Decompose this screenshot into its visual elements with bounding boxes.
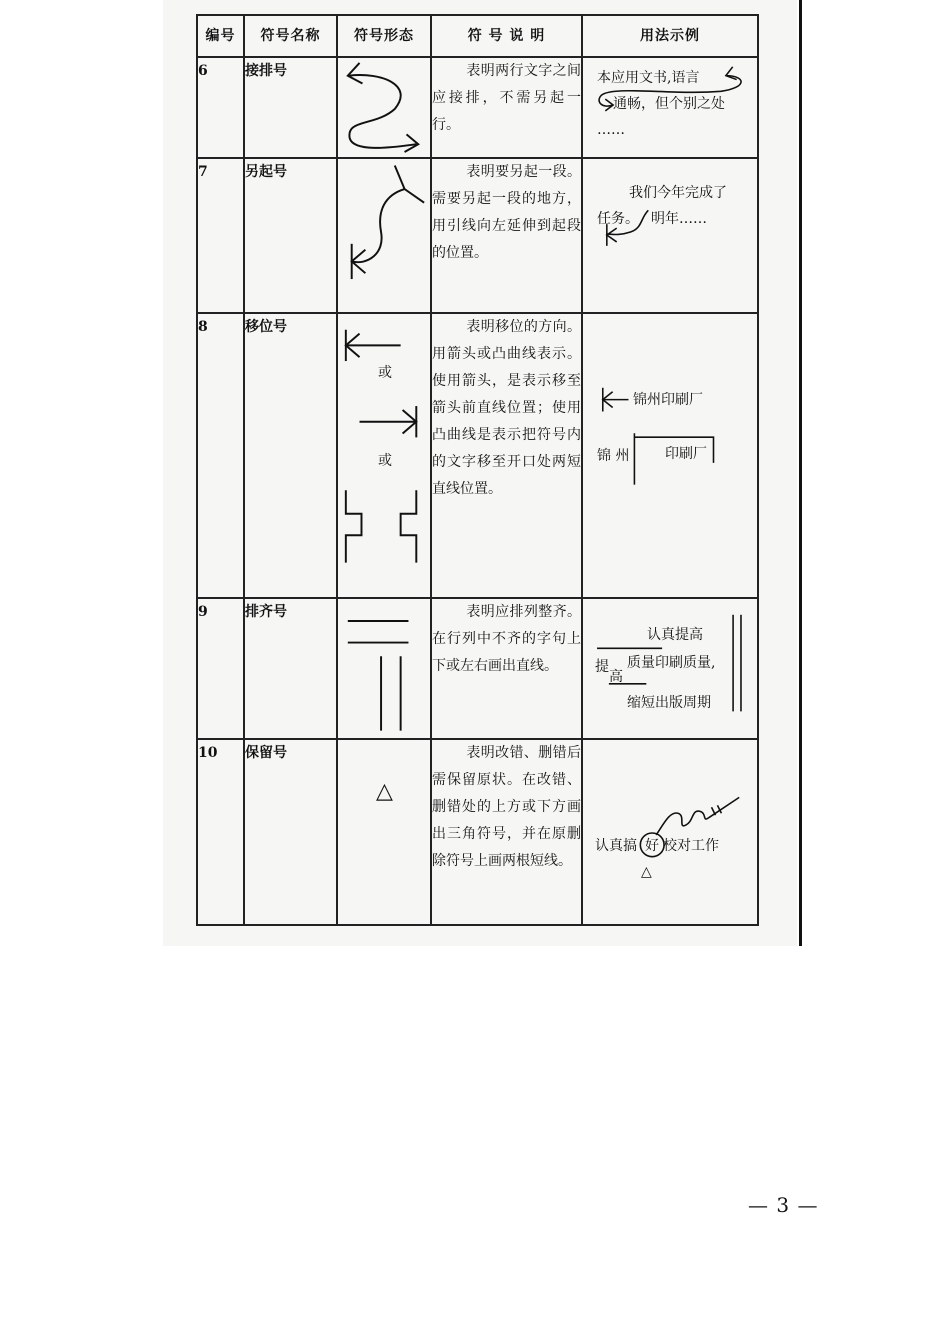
align-mark-example-icon	[583, 599, 757, 738]
table-row	[197, 598, 758, 739]
example-line: 高	[609, 669, 623, 685]
new-paragraph-mark-icon	[338, 159, 430, 312]
usage-example	[582, 739, 758, 925]
keep-triangle-icon: △	[376, 779, 393, 804]
proofreading-symbols-table	[196, 14, 759, 926]
example-line: 通畅，但个别之处	[613, 96, 725, 112]
example-line: 质量印刷质量,	[627, 655, 716, 671]
example-line: 明年……	[651, 211, 707, 227]
example-line: 校对工作	[663, 838, 719, 854]
scan-edge-line	[799, 0, 802, 946]
example-line: 本应用文书,语言	[597, 70, 700, 86]
symbol-name: 移位号	[244, 313, 337, 598]
example-line: 认真提高	[647, 627, 703, 643]
symbol-name: 保留号	[244, 739, 337, 925]
symbol-name: 接排号	[244, 57, 337, 158]
keep-mark-example-icon	[583, 740, 757, 924]
example-line: 认真搞	[595, 838, 637, 854]
symbol-description: 表明两行文字之间应接排，不需另起一行。	[432, 63, 581, 133]
usage-example	[582, 57, 758, 158]
example-line: 锦州印刷厂	[633, 392, 703, 408]
or-label: 或	[378, 453, 392, 469]
symbol-shape-keep	[337, 739, 431, 925]
example-line: 缩短出版周期	[627, 695, 711, 711]
table-row	[197, 57, 758, 158]
table-header-row	[197, 15, 758, 57]
example-line: ……	[597, 122, 625, 138]
usage-example	[582, 313, 758, 598]
or-label: 或	[378, 365, 392, 381]
symbol-description: 表明应排列整齐。在行列中不齐的字句上下或左右画出直线。	[432, 604, 581, 674]
row-number: 9	[197, 598, 244, 739]
row-number: 7	[197, 158, 244, 313]
join-mark-icon	[338, 58, 430, 157]
symbol-name: 排齐号	[244, 598, 337, 739]
symbol-shape-move	[337, 313, 431, 598]
table-row	[197, 158, 758, 313]
header-symbol-shape: 符号形态	[337, 15, 431, 57]
symbol-shape-align	[337, 598, 431, 739]
header-usage-example: 用法示例	[582, 15, 758, 57]
move-mark-example-icon	[583, 314, 757, 597]
usage-example	[582, 598, 758, 739]
page-number: — 3 —	[748, 1193, 819, 1217]
symbol-description: 表明移位的方向。用箭头或凸曲线表示。使用箭头，是表示移至箭头前直线位置；使用凸曲线是表示把符号内的文字移至开口处两短直线位置。	[432, 319, 581, 497]
header-symbol-description: 符 号 说 明	[431, 15, 582, 57]
new-paragraph-example-icon	[583, 159, 757, 312]
join-mark-example-icon	[583, 58, 757, 157]
align-mark-icon	[338, 599, 430, 738]
symbol-description: 表明改错、删错后需保留原状。在改错、删错处的上方或下方画出三角符号，并在原删除符号上画两根短线。	[432, 745, 581, 869]
table-row	[197, 739, 758, 925]
example-line: 印刷厂	[665, 446, 707, 462]
symbol-shape-join	[337, 57, 431, 158]
keep-mark-icon: △	[641, 864, 652, 880]
example-line: 锦 州	[597, 448, 630, 464]
example-line: 好	[645, 838, 659, 854]
example-line: 提	[595, 659, 609, 675]
row-number: 6	[197, 57, 244, 158]
header-symbol-name: 符号名称	[244, 15, 337, 57]
symbol-shape-new-paragraph	[337, 158, 431, 313]
table-row	[197, 313, 758, 598]
header-number: 编号	[197, 15, 244, 57]
usage-example	[582, 158, 758, 313]
row-number: 8	[197, 313, 244, 598]
row-number: 10	[197, 739, 244, 925]
symbol-name: 另起号	[244, 158, 337, 313]
symbol-description: 表明要另起一段。需要另起一段的地方，用引线向左延伸到起段的位置。	[432, 164, 581, 261]
example-line: 我们今年完成了	[629, 185, 727, 201]
example-line: 任务。	[597, 211, 639, 227]
